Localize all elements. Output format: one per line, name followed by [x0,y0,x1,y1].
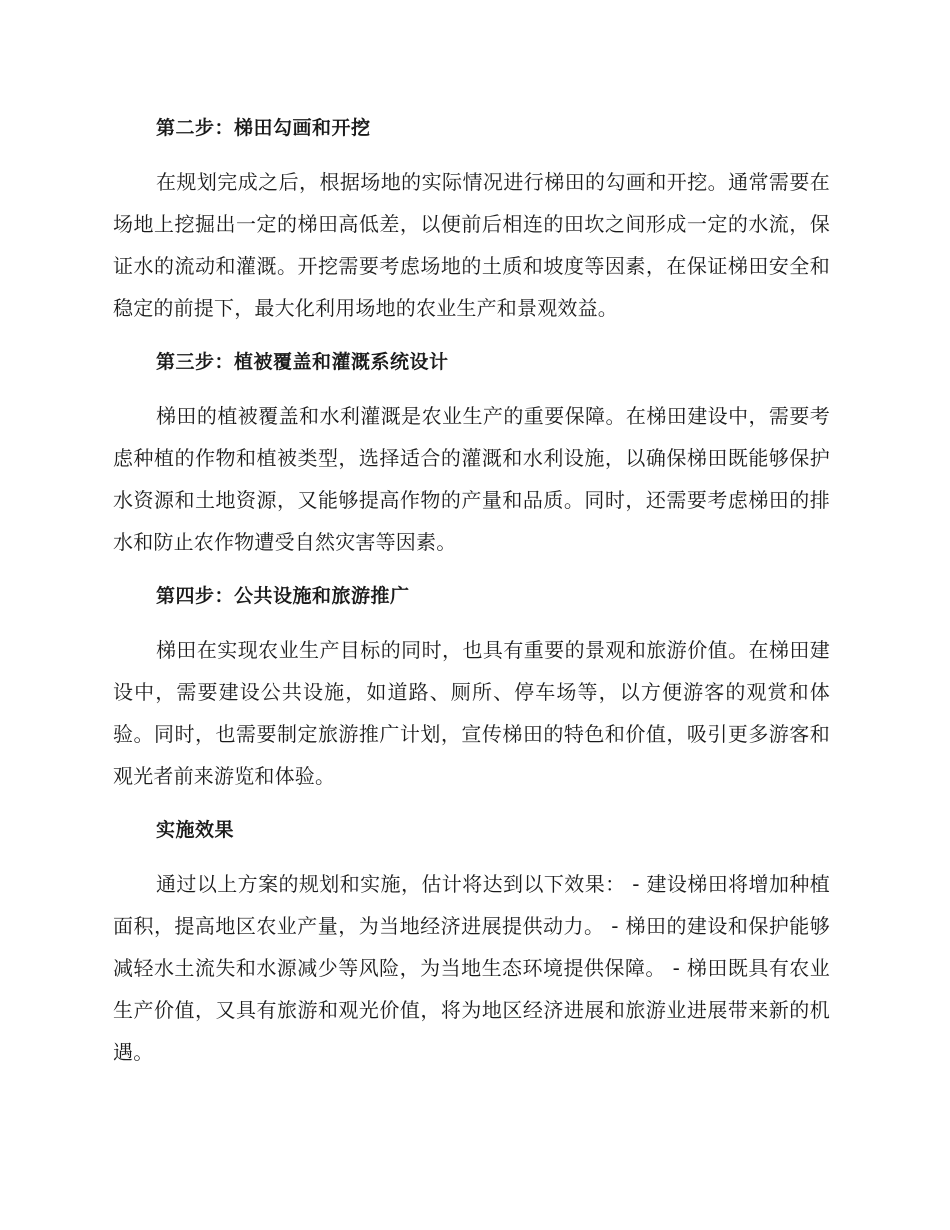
section-body-step-2: 在规划完成之后，根据场地的实际情况进行梯田的勾画和开挖。通常需要在场地上挖掘出一定的梯田高低差，以便前后相连的田坎之间形成一定的水流，保证水的流动和灌溉。开挖需要考虑场地的土质和坡度等因素，在保证梯田安全和稳定的前提下，最大化利用场地的农业生产和景观效益。 [113,170,830,320]
document-page [113,108,830,1086]
section-body-step-3: 梯田的植被覆盖和水利灌溉是农业生产的重要保障。在梯田建设中，需要考虑种植的作物和植被类型，选择适合的灌溉和水利设施，以确保梯田既能够保护水资源和土地资源，又能够提高作物的产量和品质。同时，还需要考虑梯田的排水和防止农作物遭受自然灾害等因素。 [113,404,830,554]
section-body-results: 通过以上方案的规划和实施，估计将达到以下效果： - 建设梯田将增加种植面积，提高地区农业产量，为当地经济进展提供动力。 - 梯田的建设和保护能够减轻水土流失和水源减少等风险，为当地生态环境提供保障。 - 梯田既具有农业生产价值，又具有旅游和观光价值，将为地区经济进展和旅游业进展带来新的机遇。 [113,872,830,1064]
section-heading-step-2: 第二步：梯田勾画和开挖 [156,117,371,139]
section-heading-step-4: 第四步：公共设施和旅游推广 [156,585,410,607]
section-heading-step-3: 第三步：植被覆盖和灌溉系统设计 [156,351,449,373]
section-body-step-4: 梯田在实现农业生产目标的同时，也具有重要的景观和旅游价值。在梯田建设中，需要建设公共设施，如道路、厕所、停车场等，以方便游客的观赏和体验。同时，也需要制定旅游推广计划，宣传梯田的特色和价值，吸引更多游客和观光者前来游览和体验。 [113,638,830,788]
section-heading-results: 实施效果 [156,819,235,841]
